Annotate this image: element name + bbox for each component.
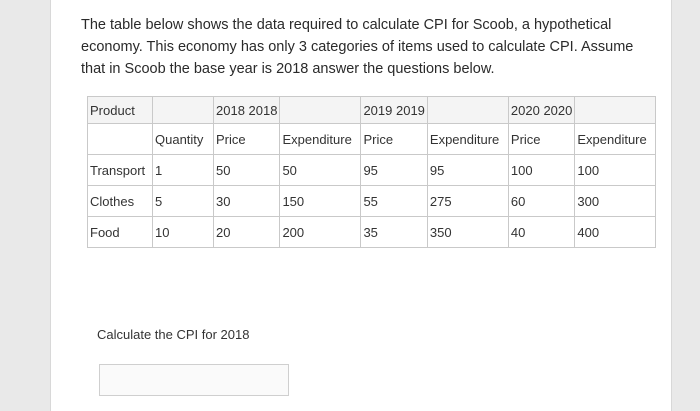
table-subheader-row (88, 124, 656, 155)
subheader-cell-expenditure: Expenditure (575, 124, 656, 155)
table-cell: 400 (575, 217, 656, 248)
table-row (88, 186, 656, 217)
answer-input[interactable] (99, 364, 289, 396)
question-card (50, 0, 672, 411)
table-cell: Transport (88, 155, 153, 186)
subheader-cell-expenditure: Expenditure (427, 124, 508, 155)
table-cell: 55 (361, 186, 427, 217)
table-row (88, 217, 656, 248)
table-cell: 50 (214, 155, 280, 186)
table-cell: 100 (508, 155, 574, 186)
subheader-cell-price: Price (361, 124, 427, 155)
table-cell: 150 (280, 186, 361, 217)
header-cell-product: Product (88, 97, 153, 124)
table-cell: Clothes (88, 186, 153, 217)
table-cell: 1 (153, 155, 214, 186)
header-cell-empty (280, 97, 361, 124)
subheader-cell-quantity: Quantity (153, 124, 214, 155)
table-cell: 200 (280, 217, 361, 248)
header-cell-2020: 2020 2020 (508, 97, 574, 124)
table-cell: 35 (361, 217, 427, 248)
subquestion-label: Calculate the CPI for 2018 (97, 327, 250, 342)
header-cell-2019: 2019 2019 (361, 97, 427, 124)
subheader-cell (88, 124, 153, 155)
table-cell: 275 (427, 186, 508, 217)
subheader-cell-expenditure: Expenditure (280, 124, 361, 155)
header-cell-2018: 2018 2018 (214, 97, 280, 124)
table-cell: 100 (575, 155, 656, 186)
table-cell: 60 (508, 186, 574, 217)
subheader-cell-price: Price (508, 124, 574, 155)
table-cell: 20 (214, 217, 280, 248)
table-cell: 95 (361, 155, 427, 186)
table-cell: 5 (153, 186, 214, 217)
header-cell-empty (153, 97, 214, 124)
table-cell: Food (88, 217, 153, 248)
table-header-row (88, 97, 656, 124)
subheader-cell-price: Price (214, 124, 280, 155)
table-cell: 40 (508, 217, 574, 248)
header-cell-empty (427, 97, 508, 124)
cpi-data-table (87, 96, 656, 248)
table-cell: 30 (214, 186, 280, 217)
table-row (88, 155, 656, 186)
table-cell: 10 (153, 217, 214, 248)
question-text: The table below shows the data required to calculate CPI for Scoob, a hypothetical economy. This economy has only 3 categories of items used to calculate CPI. Assume that in Scoob the base year is 2018 answer the questions below. (81, 17, 634, 77)
table-cell: 95 (427, 155, 508, 186)
table-cell: 50 (280, 155, 361, 186)
header-cell-empty (575, 97, 656, 124)
table-cell: 350 (427, 217, 508, 248)
table-cell: 300 (575, 186, 656, 217)
